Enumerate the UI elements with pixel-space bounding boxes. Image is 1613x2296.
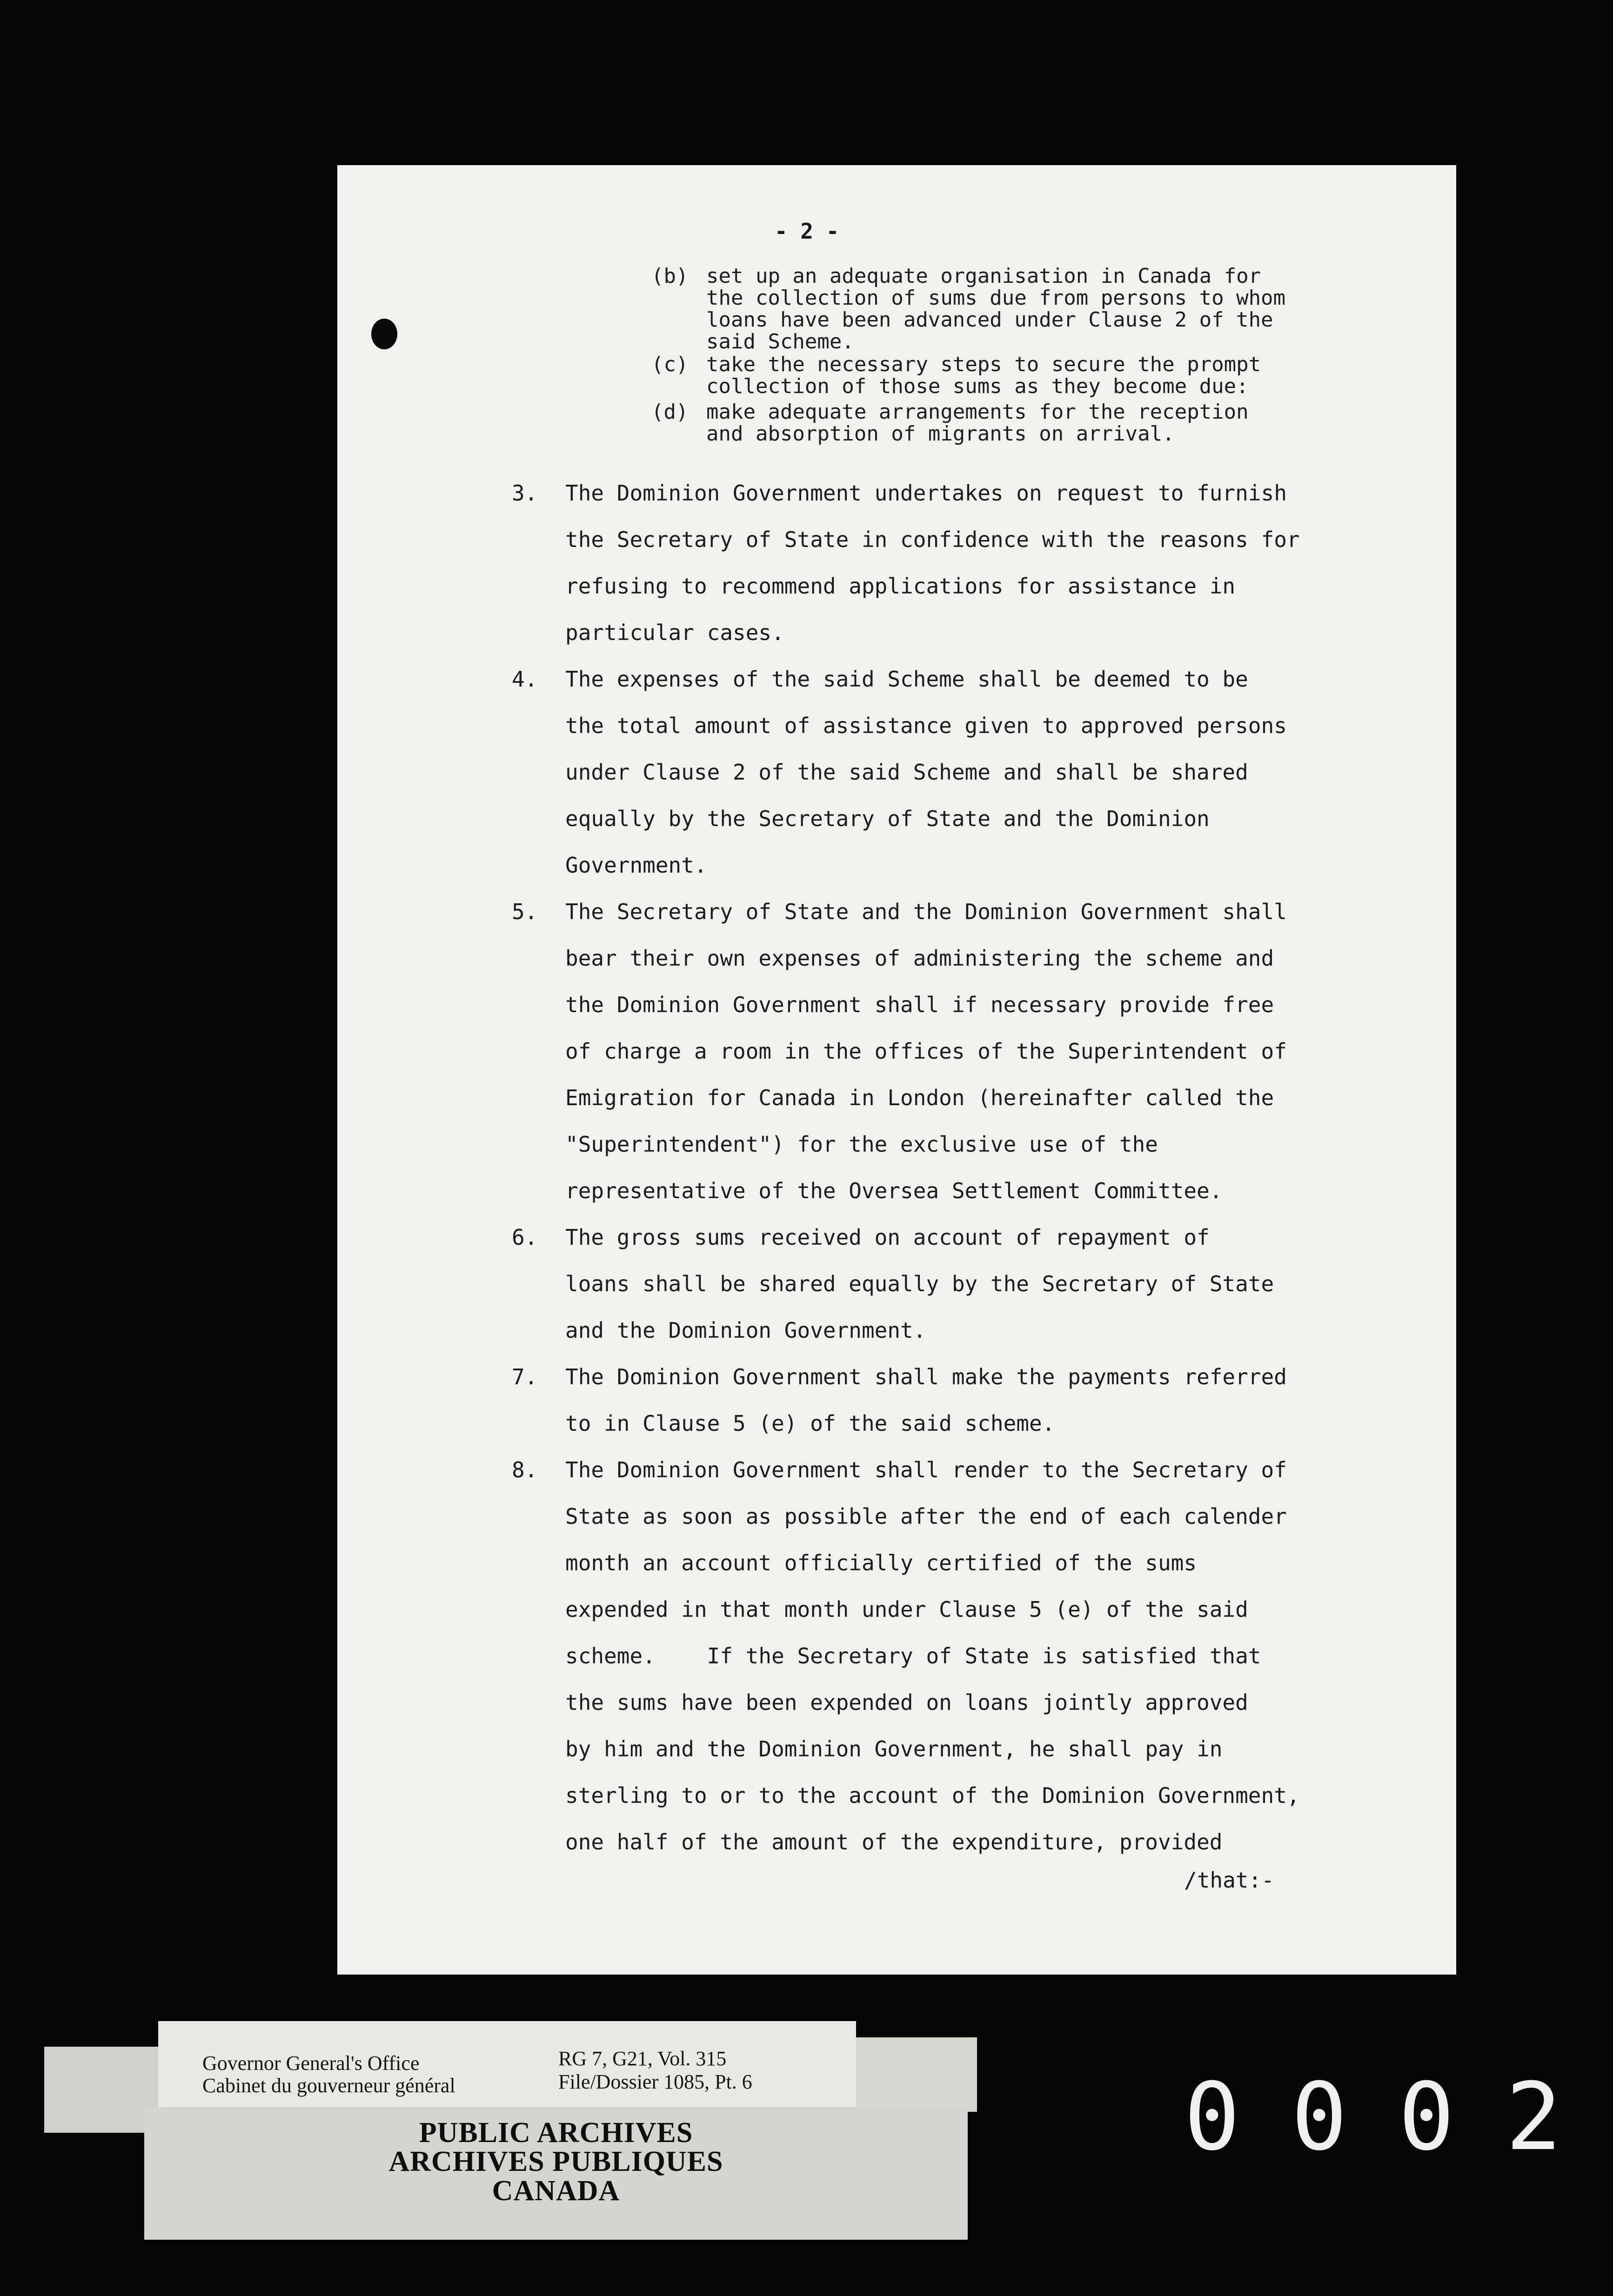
clause-number: 6. [512, 1225, 538, 1250]
clause-number: 4. [512, 667, 538, 692]
clause-line: Government. [565, 853, 707, 878]
clause-line: by him and the Dominion Government, he shall pay in [565, 1736, 1223, 1762]
file-reference: File/Dossier 1085, Pt. 6 [558, 2070, 752, 2093]
clause-line: State as soon as possible after the end of each calender [565, 1504, 1287, 1529]
clause-line: of charge a room in the offices of the Superintendent of [565, 1039, 1287, 1064]
clause-line: The Dominion Government shall make the payments referred [565, 1364, 1287, 1389]
punch-hole [371, 319, 397, 349]
clause-line: the total amount of assistance given to approved persons [565, 713, 1287, 738]
record-group-reference: RG 7, G21, Vol. 315 [558, 2047, 727, 2070]
subclause-line [651, 354, 1261, 375]
clause-line: one half of the amount of the expenditure, provided [565, 1829, 1223, 1855]
subclause-line [651, 309, 1285, 331]
clause [512, 1447, 1396, 1865]
clause-line: under Clause 2 of the said Scheme and shall be shared [565, 760, 1248, 785]
clause-line: The gross sums received on account of repayment of [565, 1225, 1210, 1250]
continuation-marker: /that:- [1184, 1868, 1274, 1893]
clause-line: The Dominion Government undertakes on request to furnish [565, 481, 1287, 506]
clause-line: scheme. If the Secretary of State is satisfied that [565, 1643, 1261, 1669]
clause-line: particular cases. [565, 620, 784, 645]
clause-number: 3. [512, 481, 538, 506]
clause-number: 5. [512, 899, 538, 924]
subclause-marker: (d) [651, 400, 689, 424]
subclause-text: loans have been advanced under Clause 2 of the [706, 308, 1273, 332]
subclause-line [651, 287, 1285, 309]
subclause-marker: (b) [651, 264, 689, 288]
subclause-line [651, 331, 1285, 353]
subclause-text: take the necessary steps to secure the prompt [706, 353, 1261, 376]
clause [512, 656, 1396, 888]
clause-line: to in Clause 5 (e) of the said scheme. [565, 1411, 1055, 1436]
clause-line: The Secretary of State and the Dominion Government shall [565, 899, 1287, 924]
clause-line: bear their own expenses of administering the scheme and [565, 946, 1274, 971]
clause [512, 1354, 1396, 1447]
clause-line: sterling to or to the account of the Dominion Government, [565, 1783, 1300, 1808]
subclause-text: and absorption of migrants on arrival. [706, 422, 1175, 446]
clause [512, 470, 1396, 656]
clause-line: expended in that month under Clause 5 (e) of the said [565, 1597, 1248, 1622]
clause-line: the sums have been expended on loans jointly approved [565, 1690, 1248, 1715]
subclause-text: collection of those sums as they become due: [706, 374, 1249, 398]
clause-line: the Secretary of State in confidence with the reasons for [565, 527, 1300, 552]
clause-number: 7. [512, 1364, 538, 1389]
clause [512, 1214, 1396, 1354]
subclause [651, 354, 1261, 397]
subclause-text: the collection of sums due from persons to whom [706, 286, 1286, 310]
subclause-line [651, 401, 1249, 423]
subclause-text: make adequate arrangements for the reception [706, 400, 1249, 424]
office-english: Governor General's Office [202, 2052, 420, 2075]
clause-line: Emigration for Canada in London (hereinafter called the [565, 1085, 1274, 1110]
clause-line: "Superintendent") for the exclusive use of the [565, 1132, 1158, 1157]
subclause-line [651, 423, 1249, 445]
subclause [651, 401, 1249, 445]
stamp-line-1: PUBLIC ARCHIVES [419, 2117, 693, 2149]
subclause-text: set up an adequate organisation in Canada for [706, 264, 1261, 288]
clause-line: equally by the Secretary of State and the Dominion [565, 806, 1210, 831]
stamp-line-3: CANADA [492, 2175, 620, 2207]
office-french: Cabinet du gouverneur général [202, 2074, 455, 2097]
clause-line: month an account officially certified of the sums [565, 1550, 1197, 1575]
clause-line: the Dominion Government shall if necessary provide free [565, 992, 1274, 1017]
clause-line: and the Dominion Government. [565, 1318, 926, 1343]
label-tab-left [44, 2047, 161, 2133]
clause-number: 8. [512, 1457, 538, 1482]
clause-line: representative of the Oversea Settlement Committee. [565, 1178, 1223, 1203]
clause-line: The expenses of the said Scheme shall be deemed to be [565, 667, 1248, 692]
stamp-line-2: ARCHIVES PUBLIQUES [388, 2146, 723, 2177]
frame-number: 0002 [1184, 2063, 1613, 2171]
subclause [651, 265, 1285, 353]
clause [512, 888, 1396, 1214]
subclause-text: said Scheme. [706, 330, 854, 354]
subclause-marker: (c) [651, 353, 689, 376]
clause-line: refusing to recommend applications for assistance in [565, 574, 1236, 599]
label-tab-right [856, 2037, 977, 2112]
clause-line: The Dominion Government shall render to the Secretary of [565, 1457, 1287, 1482]
subclause-line [651, 375, 1261, 397]
clause-line: loans shall be shared equally by the Secretary of State [565, 1271, 1274, 1296]
subclause-line [651, 265, 1285, 287]
page-number: - 2 - [775, 219, 839, 244]
